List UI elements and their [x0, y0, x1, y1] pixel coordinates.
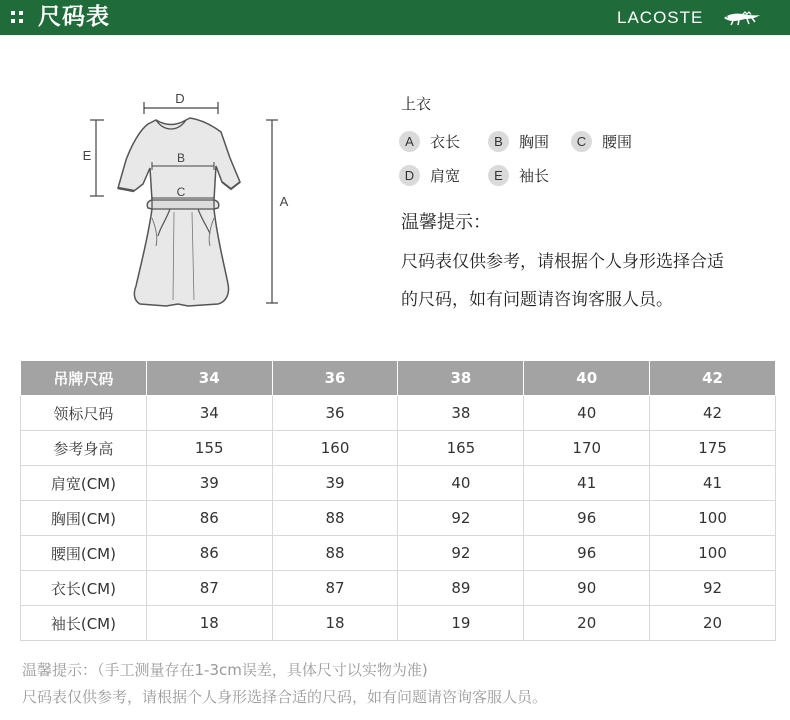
- row-label: 领标尺码: [21, 396, 147, 431]
- table-cell: 19: [398, 606, 524, 641]
- table-cell: 40: [524, 396, 650, 431]
- header-cell: 42: [650, 361, 776, 396]
- row-label: 衣长(CM): [21, 571, 147, 606]
- legend-label-d: 肩宽: [430, 167, 461, 185]
- table-cell: 90: [524, 571, 650, 606]
- row-label: 腰围(CM): [21, 536, 147, 571]
- table-cell: 96: [524, 501, 650, 536]
- table-cell: 88: [272, 536, 398, 571]
- table-cell: 36: [272, 396, 398, 431]
- table-cell: 39: [146, 466, 272, 501]
- legend-item-d: [399, 165, 460, 186]
- legend-label-a: 衣长: [430, 133, 461, 151]
- belt: [152, 200, 214, 209]
- table-cell: 96: [524, 536, 650, 571]
- brand-logo-text: LACOSTE: [617, 8, 704, 27]
- table-cell: 92: [650, 571, 776, 606]
- table-cell: 20: [650, 606, 776, 641]
- table-cell: 160: [272, 431, 398, 466]
- header-cell: 38: [398, 361, 524, 396]
- table-cell: 41: [650, 466, 776, 501]
- dress-outline: [118, 118, 240, 306]
- table-cell: 39: [272, 466, 398, 501]
- table-cell: 87: [272, 571, 398, 606]
- table-cell: 89: [398, 571, 524, 606]
- table-cell: 100: [650, 501, 776, 536]
- badge-a: A: [399, 131, 420, 152]
- table-row: [21, 466, 776, 501]
- table-cell: 40: [398, 466, 524, 501]
- table-row: [21, 536, 776, 571]
- table-cell: 86: [146, 501, 272, 536]
- table-cell: 88: [272, 501, 398, 536]
- row-label: 袖长(CM): [21, 606, 147, 641]
- badge-c: C: [571, 131, 592, 152]
- table-row: [21, 571, 776, 606]
- header-cell: 40: [524, 361, 650, 396]
- table-cell: 100: [650, 536, 776, 571]
- label-d: D: [175, 91, 185, 106]
- row-label: 参考身高: [21, 431, 147, 466]
- table-cell: 175: [650, 431, 776, 466]
- table-cell: 41: [524, 466, 650, 501]
- table-cell: 92: [398, 536, 524, 571]
- label-e: E: [82, 148, 92, 163]
- table-cell: 20: [524, 606, 650, 641]
- table-cell: 155: [146, 431, 272, 466]
- legend-label-e: 袖长: [519, 167, 550, 185]
- table-row: [21, 396, 776, 431]
- crocodile-logo-icon: [723, 9, 761, 27]
- row-label: 肩宽(CM): [21, 466, 147, 501]
- table-cell: 87: [146, 571, 272, 606]
- table-cell: 38: [398, 396, 524, 431]
- header-bar: [0, 0, 790, 35]
- legend-title: 上衣: [401, 95, 432, 113]
- table-cell: 18: [146, 606, 272, 641]
- page-title: 尺码表: [38, 4, 110, 30]
- footer-note-1: 温馨提示：（手工测量存在1-3cm误差，具体尺寸以实物为准): [22, 661, 428, 679]
- dress-measurement-figure: [78, 88, 298, 318]
- table-cell: 34: [146, 396, 272, 431]
- legend-item-c: [571, 131, 632, 152]
- header-cell: 36: [272, 361, 398, 396]
- label-a: A: [279, 194, 289, 209]
- table-cell: 92: [398, 501, 524, 536]
- header-cell: 吊牌尺码: [21, 361, 147, 396]
- table-cell: 86: [146, 536, 272, 571]
- label-c: C: [176, 185, 186, 199]
- footer-note-2: 尺码表仅供参考，请根据个人身形选择合适的尺码，如有问题请咨询客服人员。: [22, 688, 548, 706]
- tip-line-2: 的尺码，如有问题请咨询客服人员。: [401, 290, 673, 310]
- label-b: B: [176, 151, 186, 165]
- grid-dots-icon: [11, 11, 25, 25]
- legend-item-b: [488, 131, 549, 152]
- table-row: [21, 606, 776, 641]
- tip-title: 温馨提示：: [401, 212, 491, 233]
- table-row: [21, 501, 776, 536]
- legend-label-b: 胸围: [519, 133, 550, 151]
- tip-line-1: 尺码表仅供参考，请根据个人身形选择合适: [401, 252, 724, 272]
- badge-b: B: [488, 131, 509, 152]
- table-cell: 42: [650, 396, 776, 431]
- row-label: 胸围(CM): [21, 501, 147, 536]
- badge-e: E: [488, 165, 509, 186]
- legend-item-a: [399, 131, 460, 152]
- badge-d: D: [399, 165, 420, 186]
- size-table: [20, 360, 776, 641]
- legend-item-e: [488, 165, 549, 186]
- header-cell: 34: [146, 361, 272, 396]
- table-row: [21, 431, 776, 466]
- table-cell: 170: [524, 431, 650, 466]
- table-header-row: [21, 361, 776, 396]
- table-cell: 18: [272, 606, 398, 641]
- legend-label-c: 腰围: [602, 133, 633, 151]
- table-cell: 165: [398, 431, 524, 466]
